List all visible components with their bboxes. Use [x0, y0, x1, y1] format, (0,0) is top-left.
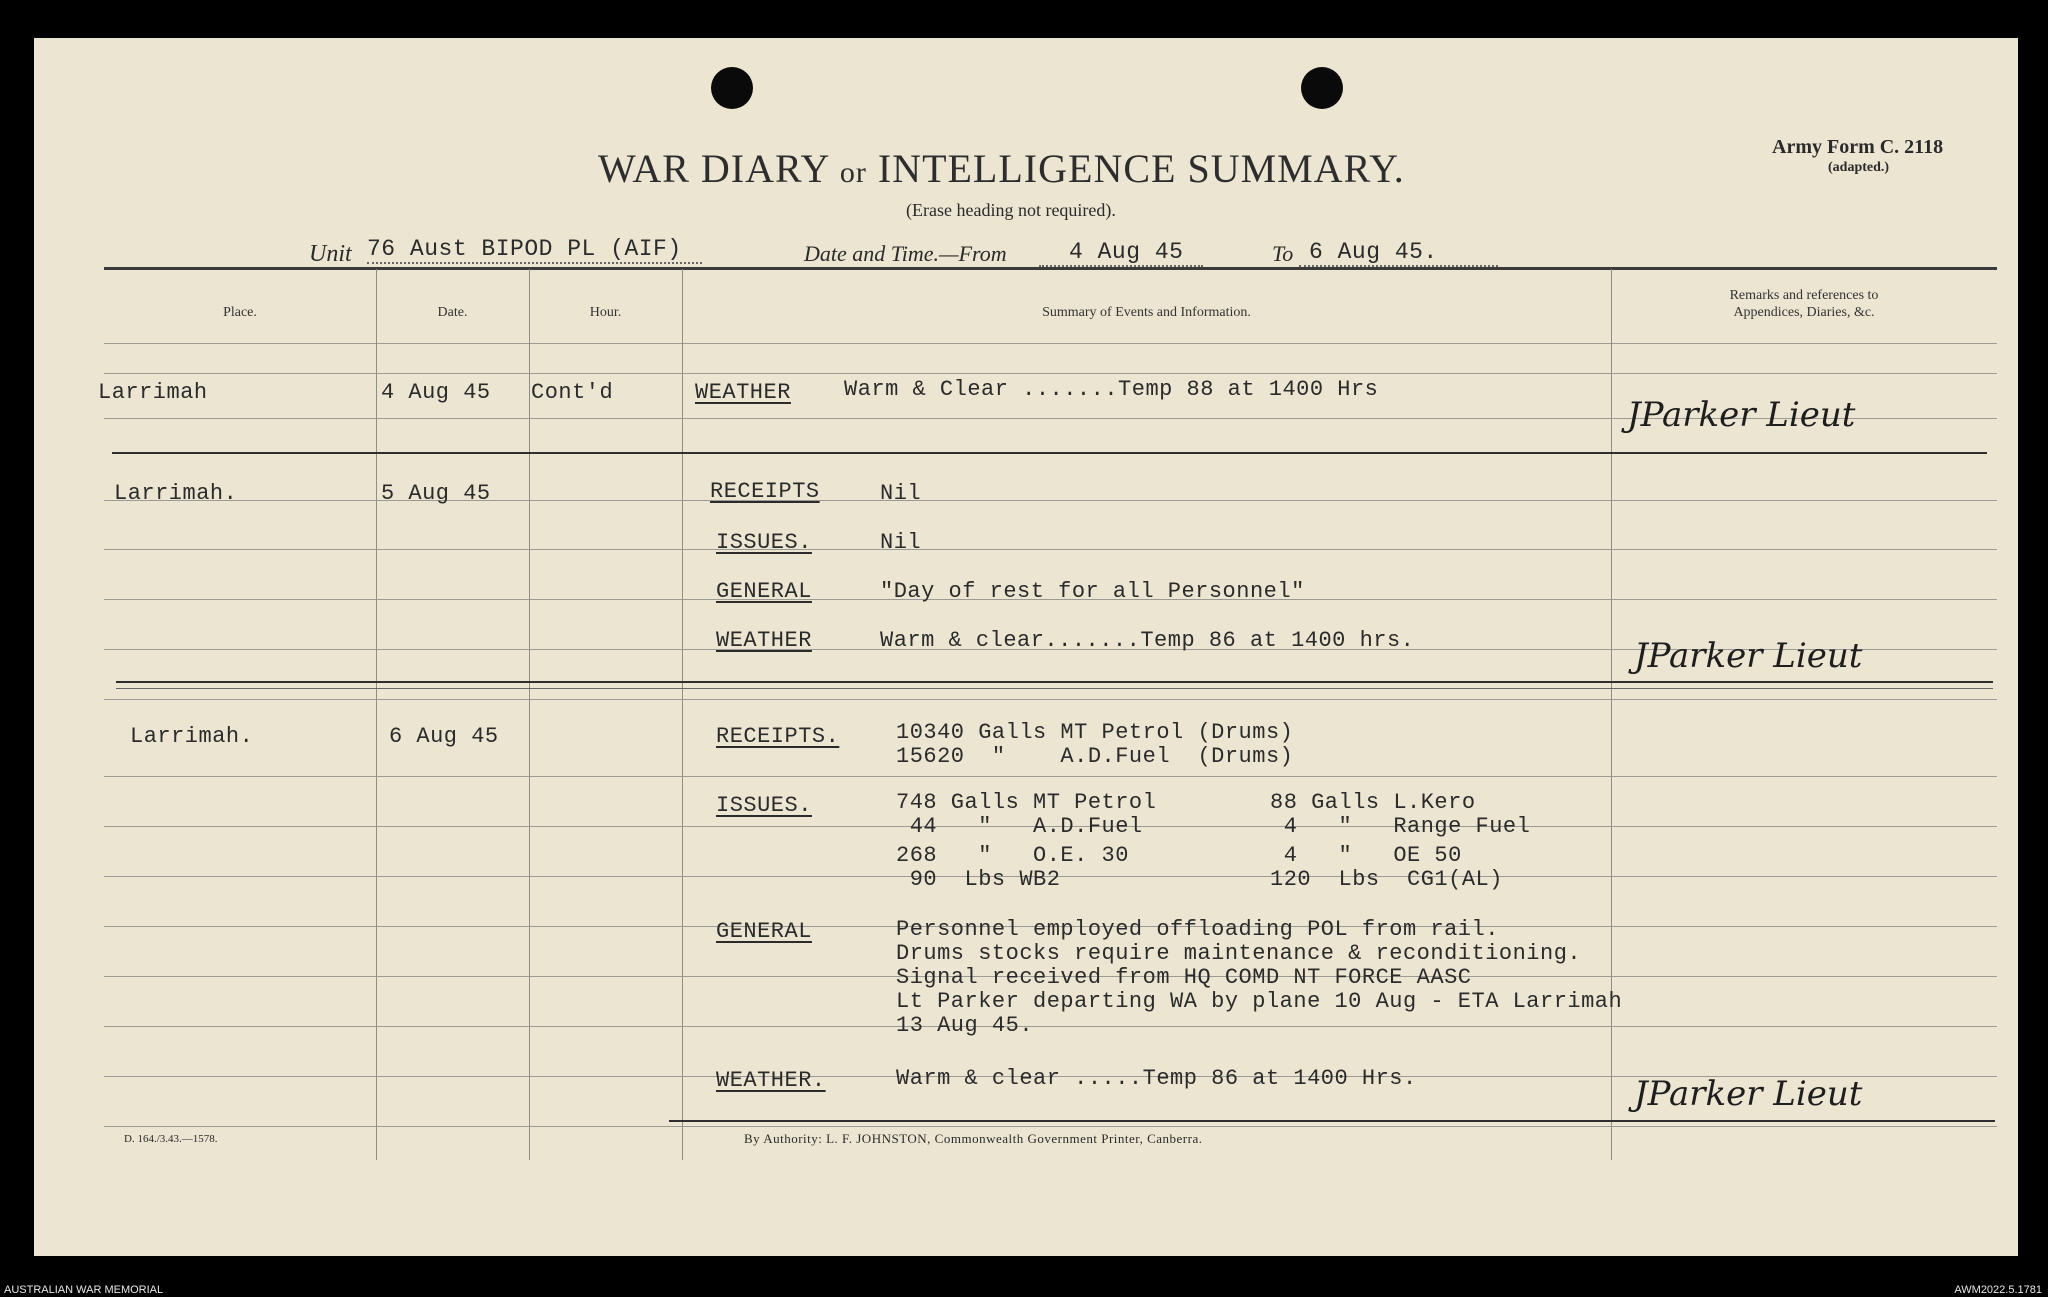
col-header-remarks-2: Appendices, Diaries, &c.	[1733, 305, 1875, 320]
entry-separator-3	[669, 1120, 1995, 1122]
entry3-receipts-label: RECEIPTS.	[716, 724, 840, 749]
entry2-date: 5 Aug 45	[381, 481, 491, 506]
entry3-general-line: Lt Parker departing WA by plane 10 Aug - ETA Larrimah	[896, 989, 1623, 1014]
entry2-place: Larrimah.	[114, 481, 238, 506]
header-rule	[104, 343, 1997, 344]
col-header-place: Place.	[223, 305, 257, 320]
page-title	[598, 145, 1405, 192]
date-to-label: To	[1272, 241, 1294, 266]
entry-separator-2	[116, 681, 1993, 683]
entry3-signature: JParker Lieut	[1634, 1074, 1863, 1114]
form-adapted: (adapted.)	[1828, 160, 1890, 175]
entry3-issues-row: 4 " Range Fuel	[1270, 814, 1531, 839]
title-war-diary: WAR DIARY	[598, 146, 829, 191]
entry2-weather-label: WEATHER	[716, 628, 812, 653]
col-header-summary: Summary of Events and Information.	[1042, 305, 1251, 320]
entry3-general-line: Signal received from HQ COMD NT FORCE AASC	[896, 965, 1472, 990]
entry3-date: 6 Aug 45	[389, 724, 499, 749]
table-top-rule	[104, 267, 1997, 270]
entry-separator-1	[112, 452, 1987, 454]
entry2-receipts-label: RECEIPTS	[710, 479, 820, 504]
title-intelligence-summary: INTELLIGENCE SUMMARY.	[877, 146, 1405, 191]
entry3-receipts-line1: 10340 Galls MT Petrol (Drums)	[896, 720, 1294, 745]
title-or: or	[839, 156, 867, 189]
entry2-issues-text: Nil	[880, 530, 922, 555]
col-header-hour: Hour.	[589, 305, 622, 320]
entry3-general-line: 13 Aug 45.	[896, 1013, 1034, 1038]
entry1-place: Larrimah	[98, 380, 208, 405]
punch-hole-left	[711, 67, 753, 109]
col-header-date: Date.	[437, 305, 468, 320]
printer-code: D. 164./3.43.—1578.	[124, 1133, 218, 1145]
entry2-weather-text: Warm & clear.......Temp 86 at 1400 hrs.	[880, 628, 1415, 653]
entry3-issues-row: 120 Lbs CG1(AL)	[1270, 867, 1503, 892]
entry3-weather-text: Warm & clear .....Temp 86 at 1400 Hrs.	[896, 1066, 1417, 1091]
entry3-issues-row: 748 Galls MT Petrol	[896, 790, 1157, 815]
entry3-issues-label: ISSUES.	[716, 793, 812, 818]
entry2-issues-label: ISSUES.	[716, 530, 812, 555]
entry1-hour: Cont'd	[531, 380, 614, 405]
punch-hole-right	[1301, 67, 1343, 109]
form-number: Army Form C. 2118	[1772, 136, 1944, 158]
entry3-issues-row: 88 Galls L.Kero	[1270, 790, 1476, 815]
entry3-place: Larrimah.	[130, 724, 254, 749]
diary-page	[34, 38, 2018, 1256]
entry2-general-text: "Day of rest for all Personnel"	[880, 579, 1305, 604]
entry3-issues-row: 44 " A.D.Fuel	[896, 814, 1143, 839]
entry1-weather-text: Warm & Clear .......Temp 88 at 1400 Hrs	[844, 377, 1379, 402]
printer-authority: By Authority: L. F. JOHNSTON, Commonwealth Government Printer, Canberra.	[744, 1131, 1203, 1146]
entry1-date: 4 Aug 45	[381, 380, 491, 405]
entry3-general-line: Drums stocks require maintenance & reconditioning.	[896, 941, 1582, 966]
entry3-weather-label: WEATHER.	[716, 1068, 826, 1093]
entry3-general-label: GENERAL	[716, 919, 812, 944]
entry2-general-label: GENERAL	[716, 579, 812, 604]
subtitle: (Erase heading not required).	[906, 200, 1116, 220]
entry3-receipts-line2: 15620 " A.D.Fuel (Drums)	[896, 744, 1294, 769]
date-from-label: Date and Time.—From	[804, 241, 1007, 266]
entry2-receipts-text: Nil	[880, 481, 922, 506]
archive-reference: AWM2022.5.1781	[1954, 1284, 2042, 1296]
entry1-weather-label: WEATHER	[695, 380, 791, 405]
entry3-issues-row: 268 " O.E. 30	[896, 843, 1129, 868]
unit-label: Unit	[309, 241, 352, 267]
unit-value: 76 Aust BIPOD PL (AIF)	[367, 236, 702, 264]
date-to: 6 Aug 45.	[1299, 239, 1498, 267]
col-header-remarks-1: Remarks and references to	[1729, 288, 1879, 303]
entry2-signature: JParker Lieut	[1634, 636, 1863, 676]
entry1-signature: JParker Lieut	[1627, 395, 1856, 435]
entry3-issues-row: 90 Lbs WB2	[896, 867, 1061, 892]
date-from: 4 Aug 45	[1039, 239, 1203, 267]
entry3-issues-row: 4 " OE 50	[1270, 843, 1462, 868]
archive-name: AUSTRALIAN WAR MEMORIAL	[4, 1284, 164, 1296]
entry3-general-line: Personnel employed offloading POL from rail.	[896, 917, 1499, 942]
